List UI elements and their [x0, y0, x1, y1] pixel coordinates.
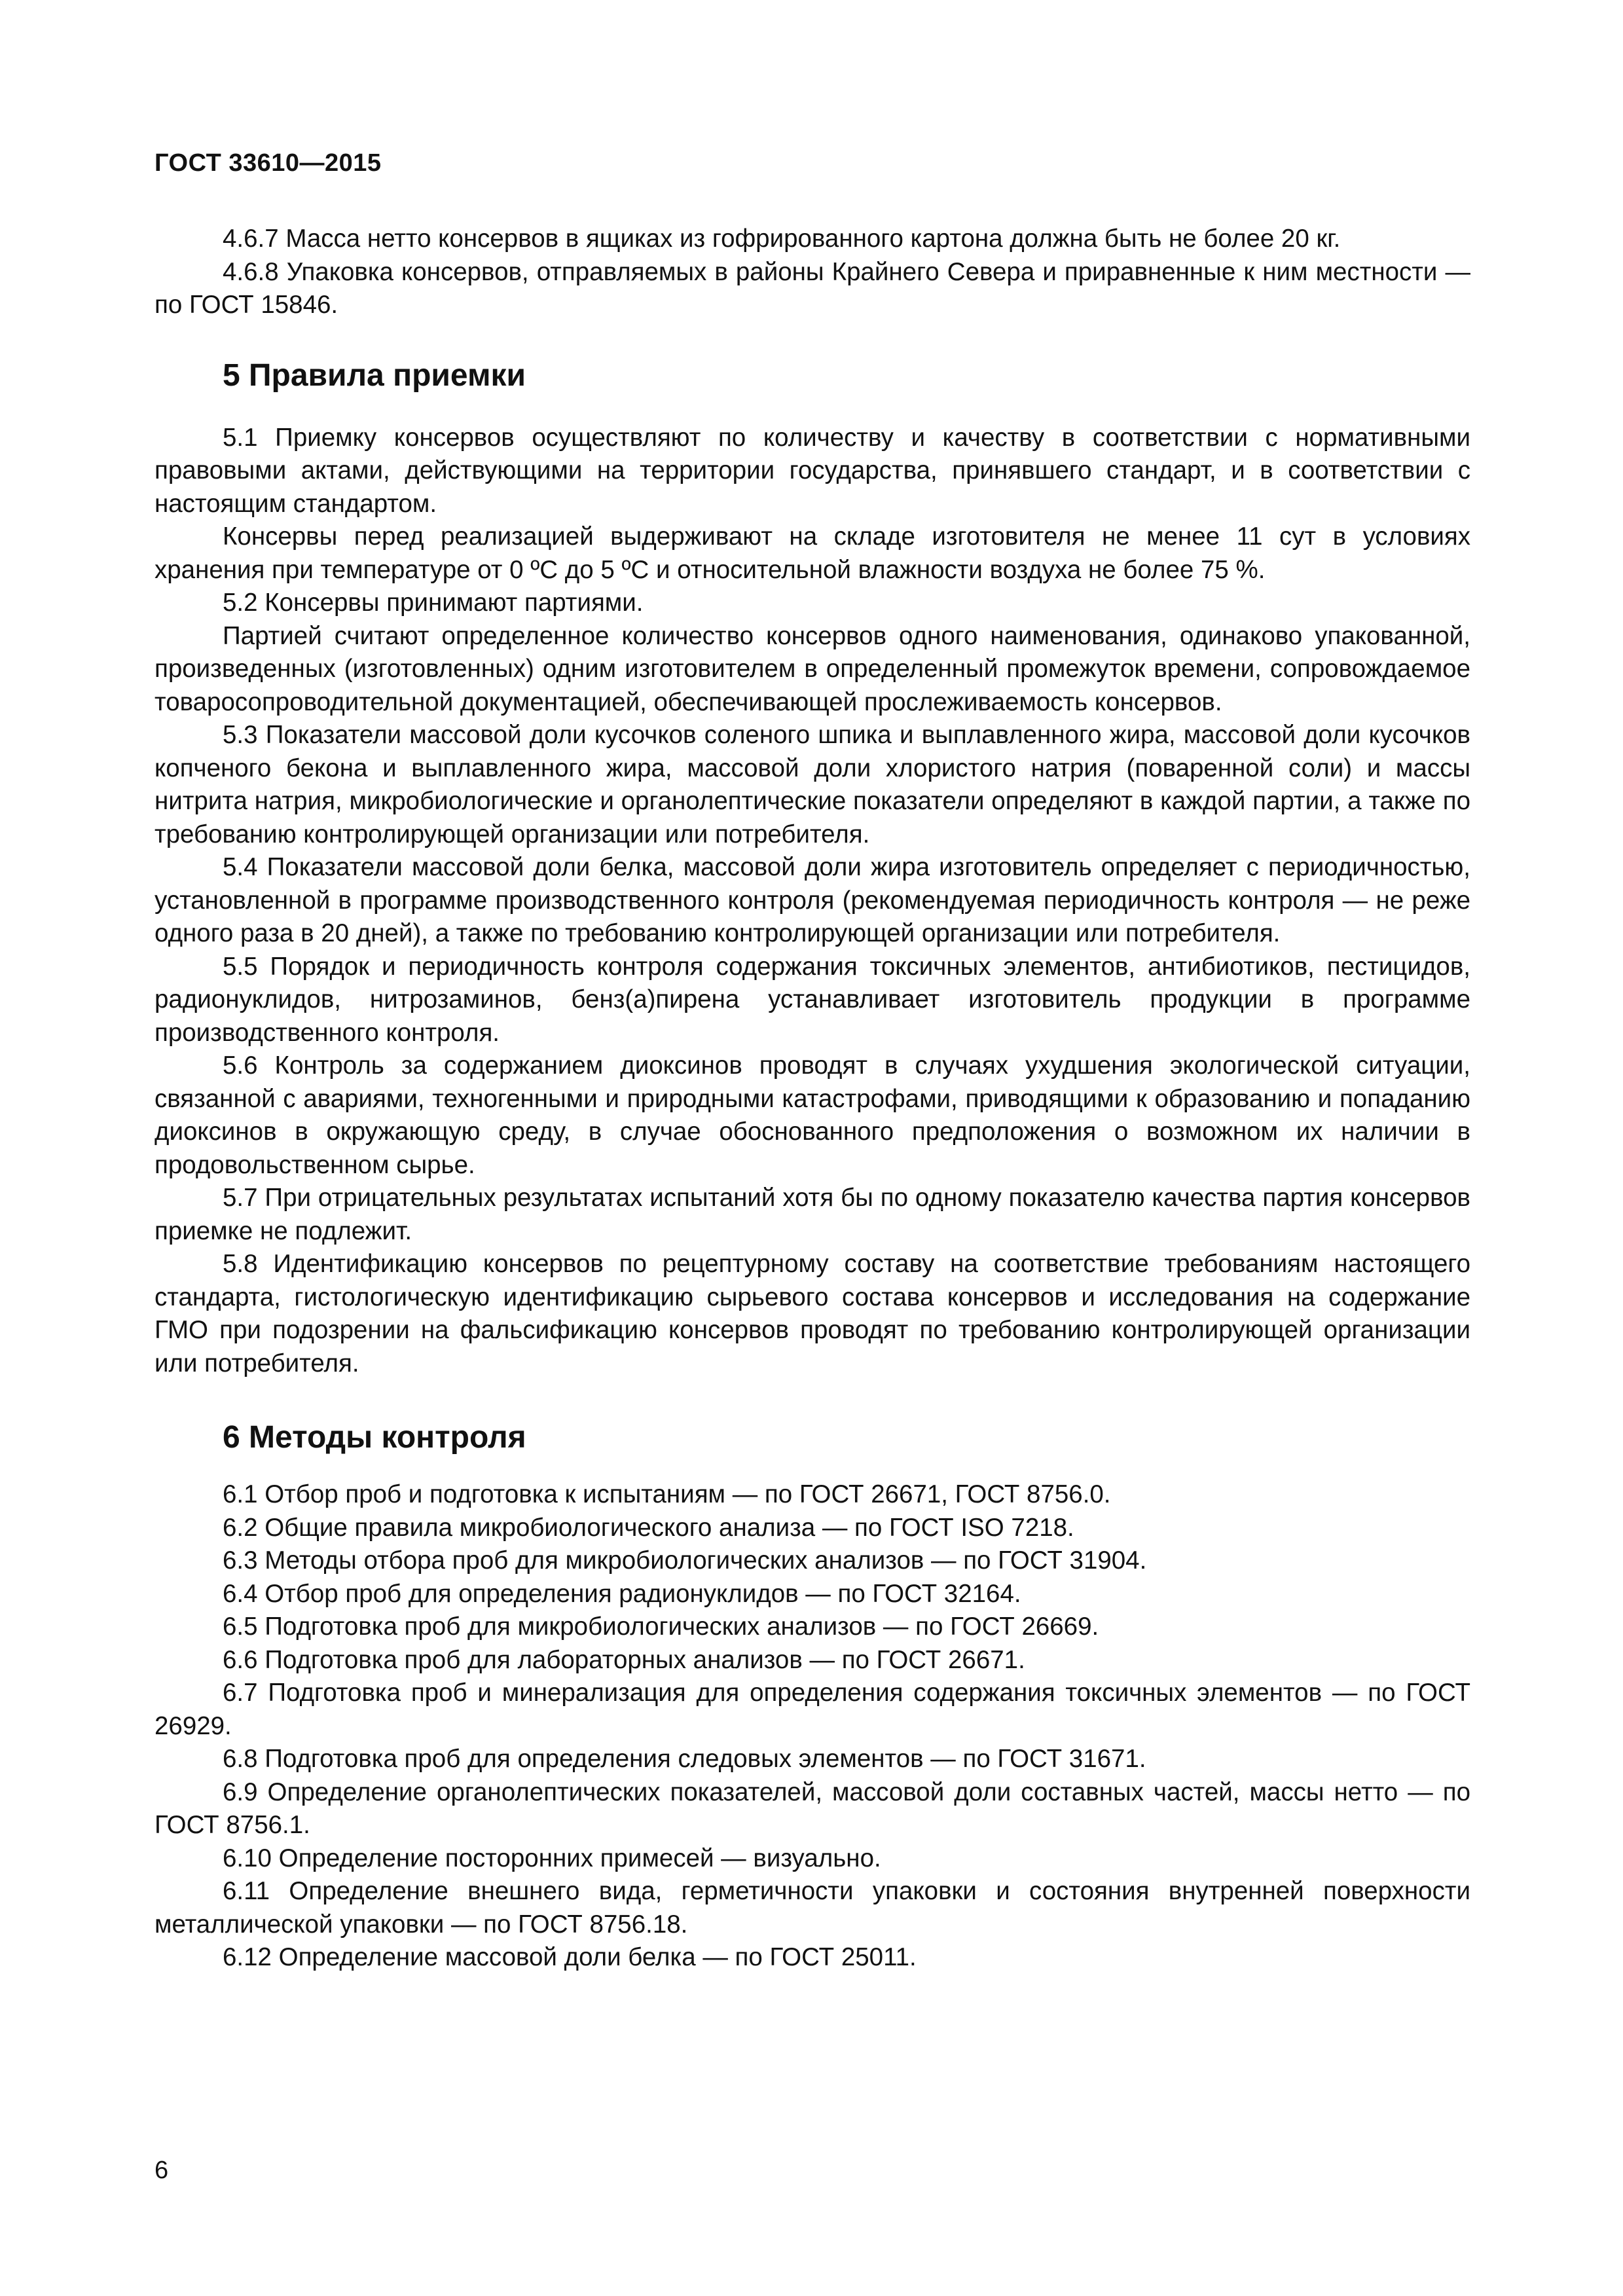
paragraph-5-6: 5.6 Контроль за содержанием диоксинов проводят в случаях ухудшения экологической ситуации, связанной с авариями, техногенными и природными катастрофами, приводящими к образованию и попаданию диоксинов в окружающую среду, в случае обоснованного предположения о возможном их наличии в продовольственном сырье. — [155, 1051, 1470, 1179]
page-number: 6 — [155, 2157, 169, 2184]
paragraph-6-10: 6.10 Определение посторонних примесей — визуально. — [223, 1844, 881, 1872]
section-5-heading: 5 Правила приемки — [223, 357, 526, 393]
paragraph-6-3: 6.3 Методы отбора проб для микробиологических анализов — по ГОСТ 31904. — [223, 1546, 1147, 1575]
paragraph-5-2-batch: Партией считают определенное количество консервов одного наименования, одинаково упакованной, произведенных (изготовленных) одним изготовителем в определенный промежуток времени, сопровождаемое товаросопроводительной документацией, обеспечивающей прослеживаемость консервов. — [155, 621, 1470, 716]
paragraph-6-9: 6.9 Определение органолептических показателей, массовой доли составных частей, массы нетто — по ГОСТ 8756.1. — [155, 1777, 1470, 1839]
paragraph-6-2: 6.2 Общие правила микробиологического анализа — по ГОСТ ISO 7218. — [223, 1513, 1074, 1542]
paragraph-6-1: 6.1 Отбор проб и подготовка к испытаниям — по ГОСТ 26671, ГОСТ 8756.0. — [223, 1480, 1111, 1508]
paragraph-6-11: 6.11 Определение внешнего вида, герметичности упаковки и состояния внутренней поверхности металлической упаковки — по ГОСТ 8756.18. — [155, 1877, 1470, 1939]
paragraph-6-4: 6.4 Отбор проб для определения радионуклидов — по ГОСТ 32164. — [223, 1579, 1021, 1608]
section-6-heading: 6 Методы контроля — [223, 1420, 526, 1455]
paragraph-6-5: 6.5 Подготовка проб для микробиологических анализов — по ГОСТ 26669. — [223, 1613, 1099, 1641]
paragraph-5-8: 5.8 Идентификацию консервов по рецептурному составу на соответствие требованиям настоящего стандарта, гистологическую идентификацию сырьевого состава консервов и исследования на содержание ГМО при подозрении на фальсификацию консервов проводят по требованию контролирующей организации или потребителя. — [155, 1250, 1470, 1377]
paragraph-5-2: 5.2 Консервы принимают партиями. — [223, 589, 644, 617]
paragraph-5-3: 5.3 Показатели массовой доли кусочков соленого шпика и выплавленного жира, массовой доли кусочков копченого бекона и выплавленного жира, массовой доли хлористого натрия (поваренной соли) и массы нитрита натрия, микробиологические и органолептические показатели определяют в каждой партии, а также по требованию контролирующей организации или потребителя. — [155, 721, 1470, 848]
document-body — [155, 223, 1470, 1975]
paragraph-5-4: 5.4 Показатели массовой доли белка, массовой доли жира изготовитель определяет с периодичностью, установленной в программе производственного контроля (рекомендуемая периодичность контроля — не реже одного раза в 20 дней), а также по требованию контролирующей организации или потребителя. — [155, 853, 1470, 947]
paragraph-5-7: 5.7 При отрицательных результатах испытаний хотя бы по одному показателю качества партия консервов приемке не подлежит. — [155, 1184, 1470, 1245]
paragraph-4-6-8: 4.6.8 Упаковка консервов, отправляемых в районы Крайнего Севера и приравненные к ним местности — по ГОСТ 15846. — [155, 257, 1470, 319]
paragraph-5-1: 5.1 Приемку консервов осуществляют по количеству и качеству в соответствии с нормативными правовыми актами, действующими на территории государства, принявшего стандарт, и в соответствии с настоящим стандартом. — [155, 423, 1470, 518]
paragraph-4-6-7: 4.6.7 Масса нетто консервов в ящиках из гофрированного картона должна быть не более 20 кг. — [223, 225, 1341, 253]
paragraph-6-6: 6.6 Подготовка проб для лабораторных анализов — по ГОСТ 26671. — [223, 1645, 1025, 1674]
paragraph-5-5: 5.5 Порядок и периодичность контроля содержания токсичных элементов, антибиотиков, пестицидов, радионуклидов, нитрозаминов, бенз(а)пирена устанавливает изготовитель продукции в программе производственного контроля. — [155, 952, 1470, 1047]
paragraph-6-12: 6.12 Определение массовой доли белка — по ГОСТ 25011. — [223, 1943, 917, 1971]
paragraph-6-7: 6.7 Подготовка проб и минерализация для определения содержания токсичных элементов — по ГОСТ 26929. — [155, 1679, 1470, 1740]
document-header: ГОСТ 33610—2015 — [155, 149, 382, 177]
paragraph-6-8: 6.8 Подготовка проб для определения следовых элементов — по ГОСТ 31671. — [223, 1745, 1146, 1773]
paragraph-5-1-storage: Консервы перед реализацией выдерживают на складе изготовителя не менее 11 сут в условиях хранения при температуре от 0 ºС до 5 ºС и относительной влажности воздуха не более 75 %. — [155, 522, 1470, 584]
